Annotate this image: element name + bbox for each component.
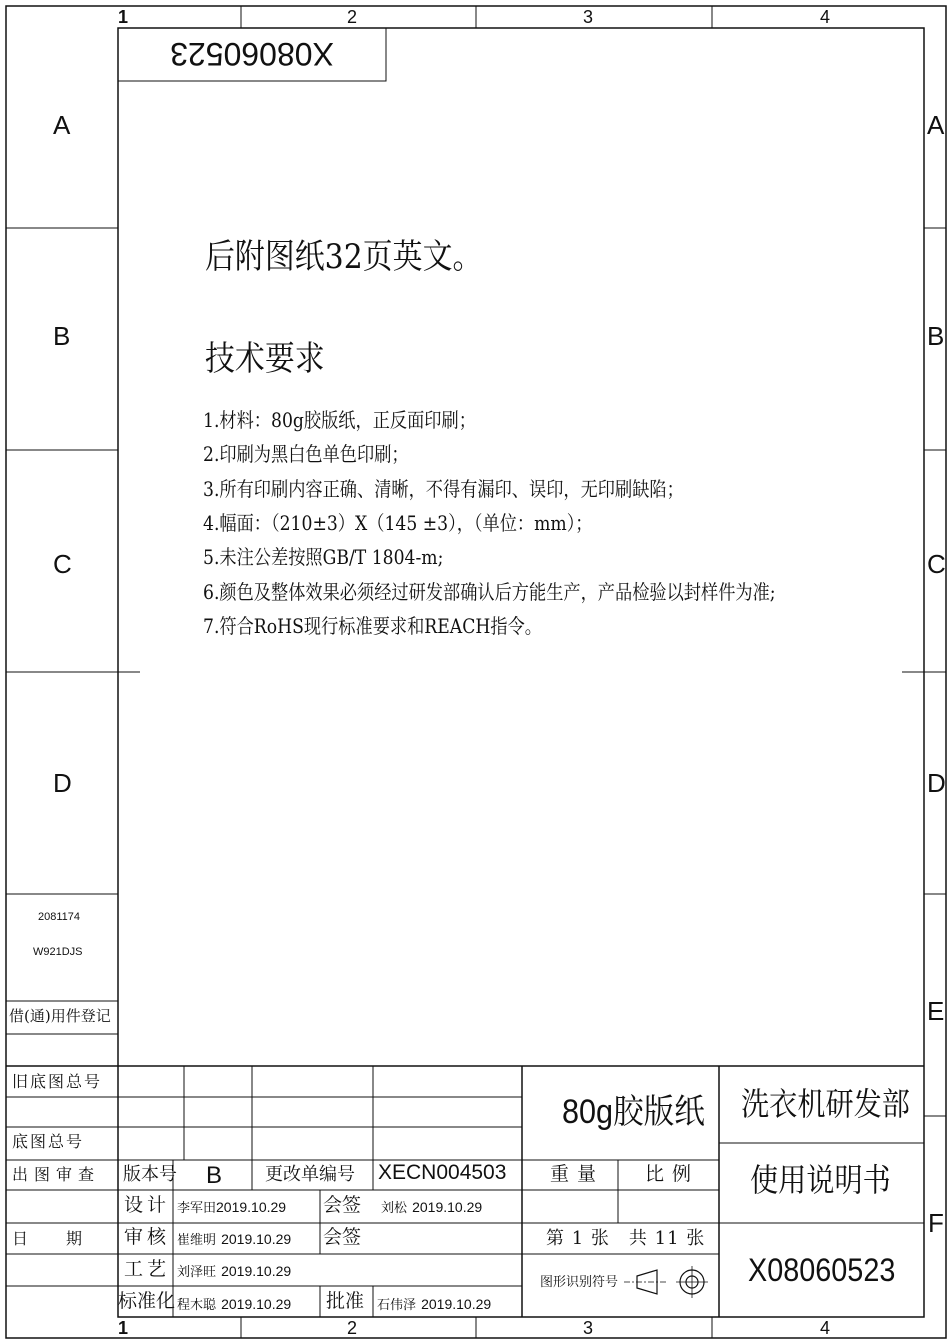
requirement-item: 5.未注公差按照GB/T 1804-m;: [203, 545, 444, 569]
review-label: 审核: [124, 1226, 171, 1248]
projection-symbol-icon: [624, 1266, 708, 1298]
version-label: 版本号: [123, 1164, 177, 1185]
graphic-symbol-label: 图形识别符号: [540, 1275, 619, 1290]
department-name: 洗衣机研发部: [741, 1085, 910, 1123]
zone-col-1-top: 1: [118, 7, 129, 27]
attachment-note: 后附图纸32页英文。: [205, 237, 483, 277]
borrow-label: 借(通)用件登记: [9, 1007, 111, 1025]
approve-date: 2019.10.29: [421, 1296, 492, 1312]
process-signature: [177, 1263, 291, 1279]
design-label: 设计: [124, 1194, 171, 1216]
side-code-2: W921DJS: [33, 946, 83, 958]
countersign-label: 会签: [323, 1194, 362, 1216]
requirements-heading: 技术要求: [205, 339, 325, 379]
countersign-person: 刘松: [381, 1201, 408, 1216]
zone-col-2-top: 2: [347, 7, 358, 27]
zone-col-2-bottom: 2: [347, 1318, 358, 1338]
requirement-item: 7.符合RoHS现行标准要求和REACH指令。: [203, 614, 542, 638]
design-date: 2019.10.29: [216, 1199, 287, 1215]
requirement-item: 2.印刷为黑白色单色印刷；: [203, 442, 409, 466]
design-person: 李军田: [177, 1201, 217, 1216]
zone-row-b-left: B: [53, 321, 71, 351]
zone-row-e-right: E: [927, 996, 945, 1026]
zone-row-f-right: F: [928, 1208, 944, 1238]
standardization-signature: [177, 1296, 291, 1312]
old-base-total-label: 旧底图总号: [12, 1072, 103, 1091]
process-date: 2019.10.29: [221, 1263, 292, 1279]
standardization-label: 标准化: [118, 1290, 176, 1312]
zone-col-4-bottom: 4: [820, 1318, 831, 1338]
zone-col-3-top: 3: [583, 7, 594, 27]
zone-row-c-right: C: [927, 549, 946, 579]
zone-col-4-top: 4: [820, 7, 831, 27]
approve-label: 批准: [326, 1290, 365, 1312]
requirement-item: 6.颜色及整体效果必须经过研发部确认后方能生产，产品检验以封样件为准;: [203, 580, 776, 604]
scale-label: 比例: [645, 1163, 700, 1185]
approve-person: 石伟泽: [377, 1298, 417, 1313]
zone-row-a-right: A: [927, 110, 945, 140]
requirement-item: 1.材料：80g胶版纸，正反面印刷；: [203, 408, 476, 432]
zone-col-3-bottom: 3: [583, 1318, 594, 1338]
review-date: 2019.10.29: [221, 1231, 292, 1247]
zone-row-b-right: B: [927, 321, 945, 351]
change-no-value: XECN004503: [378, 1161, 507, 1184]
side-code-1: 2081174: [38, 911, 81, 923]
zone-row-c-left: C: [53, 549, 72, 579]
review-person: 崔维明: [177, 1233, 217, 1248]
process-person: 刘泽旺: [177, 1265, 217, 1280]
weight-label: 重量: [550, 1163, 605, 1185]
sheet-info: 第 1 张 共 11 张: [546, 1228, 706, 1249]
drawing-number: X08060523: [748, 1252, 896, 1288]
standardization-person: 程木聪: [177, 1298, 217, 1313]
process-label: 工艺: [124, 1258, 171, 1280]
design-signature: [177, 1199, 286, 1215]
material-text: 80g胶版纸: [562, 1093, 705, 1131]
base-total-label: 底图总号: [12, 1132, 85, 1151]
zone-row-d-right: D: [927, 768, 946, 798]
countersign-signature: [381, 1199, 482, 1215]
review-signature: [177, 1231, 291, 1247]
document-name: 使用说明书: [750, 1161, 891, 1199]
requirement-item: 4.幅面：（210±3）X（145 ±3），（单位：mm）；: [203, 511, 593, 535]
countersign2-label: 会签: [323, 1226, 362, 1248]
change-no-label: 更改单编号: [265, 1164, 355, 1185]
zone-col-1-bottom: 1: [118, 1318, 129, 1338]
zone-row-a-left: A: [53, 110, 71, 140]
countersign-date: 2019.10.29: [412, 1199, 483, 1215]
requirement-item: 3.所有印刷内容正确、清晰，不得有漏印、误印，无印刷缺陷；: [203, 477, 684, 501]
version-value: B: [206, 1162, 223, 1189]
standardization-date: 2019.10.29: [221, 1296, 292, 1312]
issue-review-label: 出图审查: [12, 1165, 101, 1184]
zone-row-d-left: D: [53, 768, 72, 798]
rotated-drawing-code: X08060523: [170, 36, 334, 73]
approve-signature: [377, 1296, 491, 1312]
date-label: 日 期: [12, 1229, 85, 1248]
material-value: [562, 1095, 705, 1129]
